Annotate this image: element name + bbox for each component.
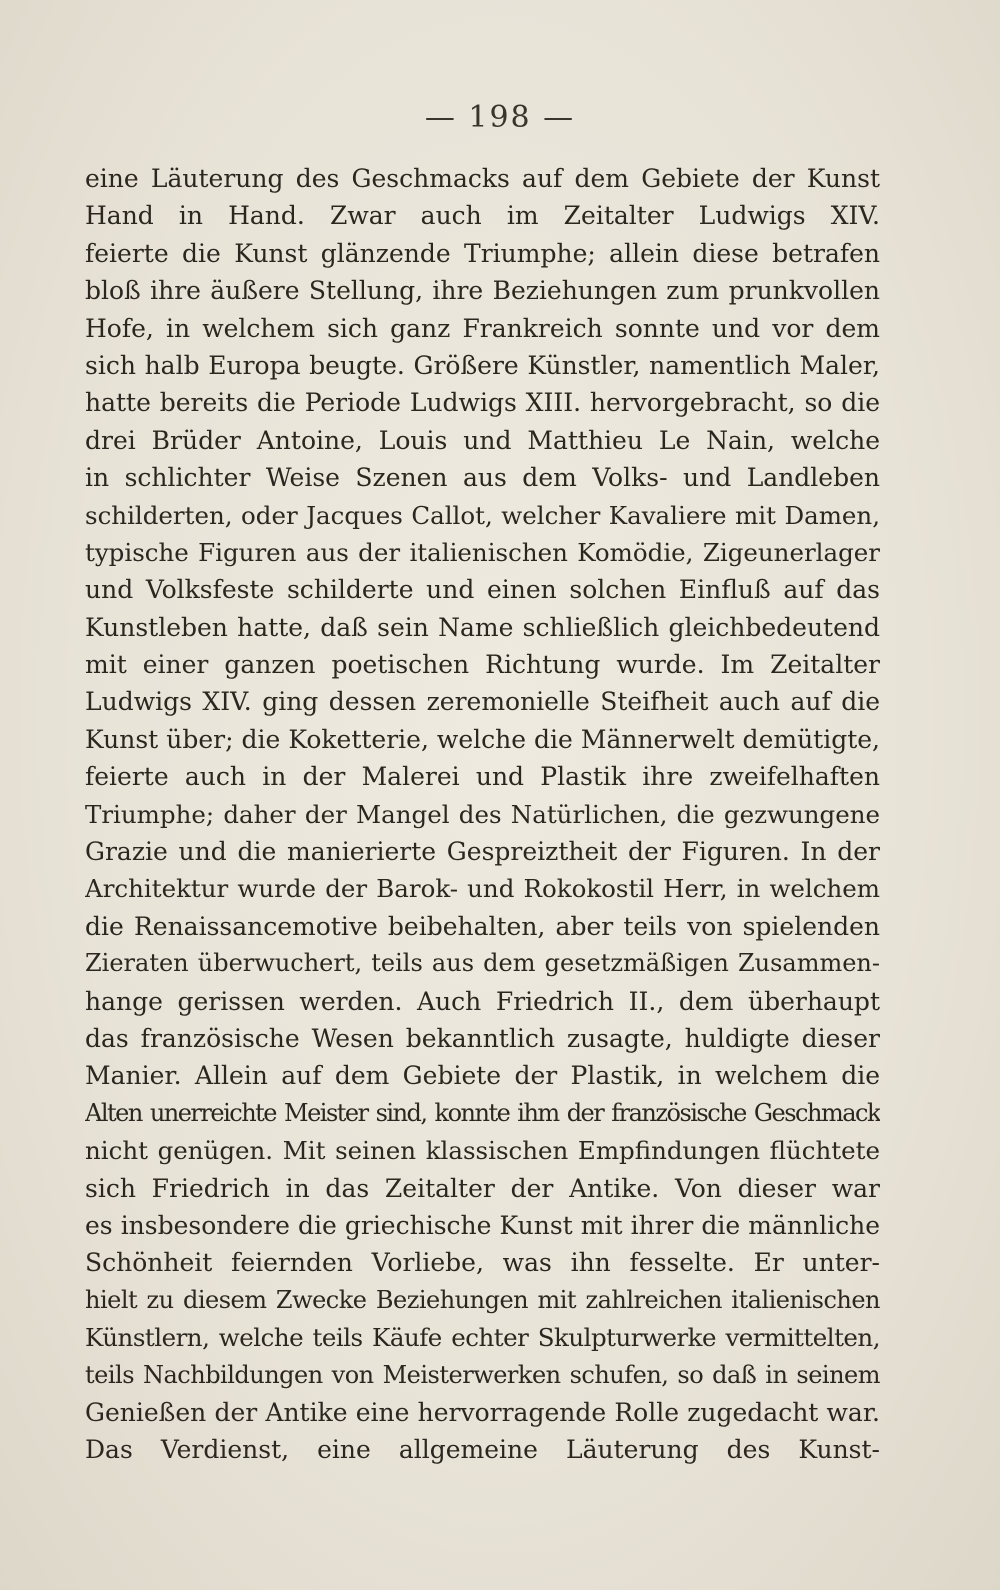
text-line: Künstlern, welche teils Käufe echter Skulpturwerke vermittelten, <box>85 1323 880 1353</box>
text-line: es insbesondere die griechische Kunst mit ihrer die männliche <box>85 1210 880 1240</box>
text-line: hielt zu diesem Zwecke Beziehungen mit zahlreichen italienischen <box>85 1285 880 1314</box>
text-line: Ludwigs XIV. ging dessen zeremonielle Steifheit auch auf die <box>85 687 880 717</box>
text-line: drei Brüder Antoine, Louis und Matthieu Le Nain, welche <box>85 425 880 455</box>
text-line: Triumphe; daher der Mangel des Natürlichen, die gezwungene <box>85 799 880 829</box>
text-line: Architektur wurde der Barok- und Rokokostil Herr, in welchem <box>85 874 880 904</box>
text-line: sich Friedrich in das Zeitalter der Antike. Von dieser war <box>85 1173 880 1203</box>
text-line: teils Nachbildungen von Meisterwerken schufen, so daß in seinem <box>85 1360 880 1389</box>
text-line: schilderten, oder Jacques Callot, welcher Kavaliere mit Damen, <box>85 500 880 530</box>
body-text <box>85 160 880 1469</box>
text-line: Schönheit feiernden Vorliebe, was ihn fesselte. Er unter- <box>85 1248 880 1278</box>
text-line: hange gerissen werden. Auch Friedrich II., dem überhaupt <box>85 986 880 1016</box>
text-line: eine Läuterung des Geschmacks auf dem Gebiete der Kunst <box>85 164 880 193</box>
text-line: Zieraten überwuchert, teils aus dem gesetzmäßigen Zusammen- <box>85 949 880 978</box>
text-line: Kunstleben hatte, daß sein Name schließlich gleichbedeutend <box>85 612 880 642</box>
text-line: Alten unerreichte Meister sind, konnte ihm der französische Geschmack <box>85 1098 880 1127</box>
text-line: in schlichter Weise Szenen aus dem Volks- und Landleben <box>85 463 880 493</box>
page-number: — 198 — <box>424 100 576 135</box>
text-line: hatte bereits die Periode Ludwigs XIII. hervorgebracht, so die <box>85 388 880 418</box>
text-line: mit einer ganzen poetischen Richtung wurde. Im Zeitalter <box>85 650 880 680</box>
text-line: Das Verdienst, eine allgemeine Läuterung des Kunst- <box>85 1435 880 1465</box>
text-line: Hand in Hand. Zwar auch im Zeitalter Ludwigs XIV. <box>85 201 880 231</box>
text-line: nicht genügen. Mit seinen klassischen Empfindungen flüchtete <box>85 1136 880 1166</box>
text-line: feierte auch in der Malerei und Plastik ihre zweifelhaften <box>85 762 880 792</box>
text-line: sich halb Europa beugte. Größere Künstler, namentlich Maler, <box>85 350 880 380</box>
text-line: Grazie und die manierierte Gespreiztheit der Figuren. In der <box>85 837 880 867</box>
text-line: Hofe, in welchem sich ganz Frankreich sonnte und vor dem <box>85 313 880 343</box>
text-line: die Renaissancemotive beibehalten, aber teils von spielenden <box>85 911 880 941</box>
text-line: Genießen der Antike eine hervorragende Rolle zugedacht war. <box>85 1397 880 1427</box>
text-line: und Volksfeste schilderte und einen solchen Einfluß auf das <box>85 575 880 605</box>
text-line: Manier. Allein auf dem Gebiete der Plastik, in welchem die <box>85 1061 880 1091</box>
text-line: bloß ihre äußere Stellung, ihre Beziehungen zum prunkvollen <box>85 276 880 306</box>
text-line: feierte die Kunst glänzende Triumphe; allein diese betrafen <box>85 238 880 268</box>
text-line: das französische Wesen bekanntlich zusagte, huldigte dieser <box>85 1023 880 1053</box>
text-line: Kunst über; die Koketterie, welche die Männerwelt demütigte, <box>85 724 880 754</box>
text-line: typische Figuren aus der italienischen Komödie, Zigeunerlager <box>85 537 880 567</box>
